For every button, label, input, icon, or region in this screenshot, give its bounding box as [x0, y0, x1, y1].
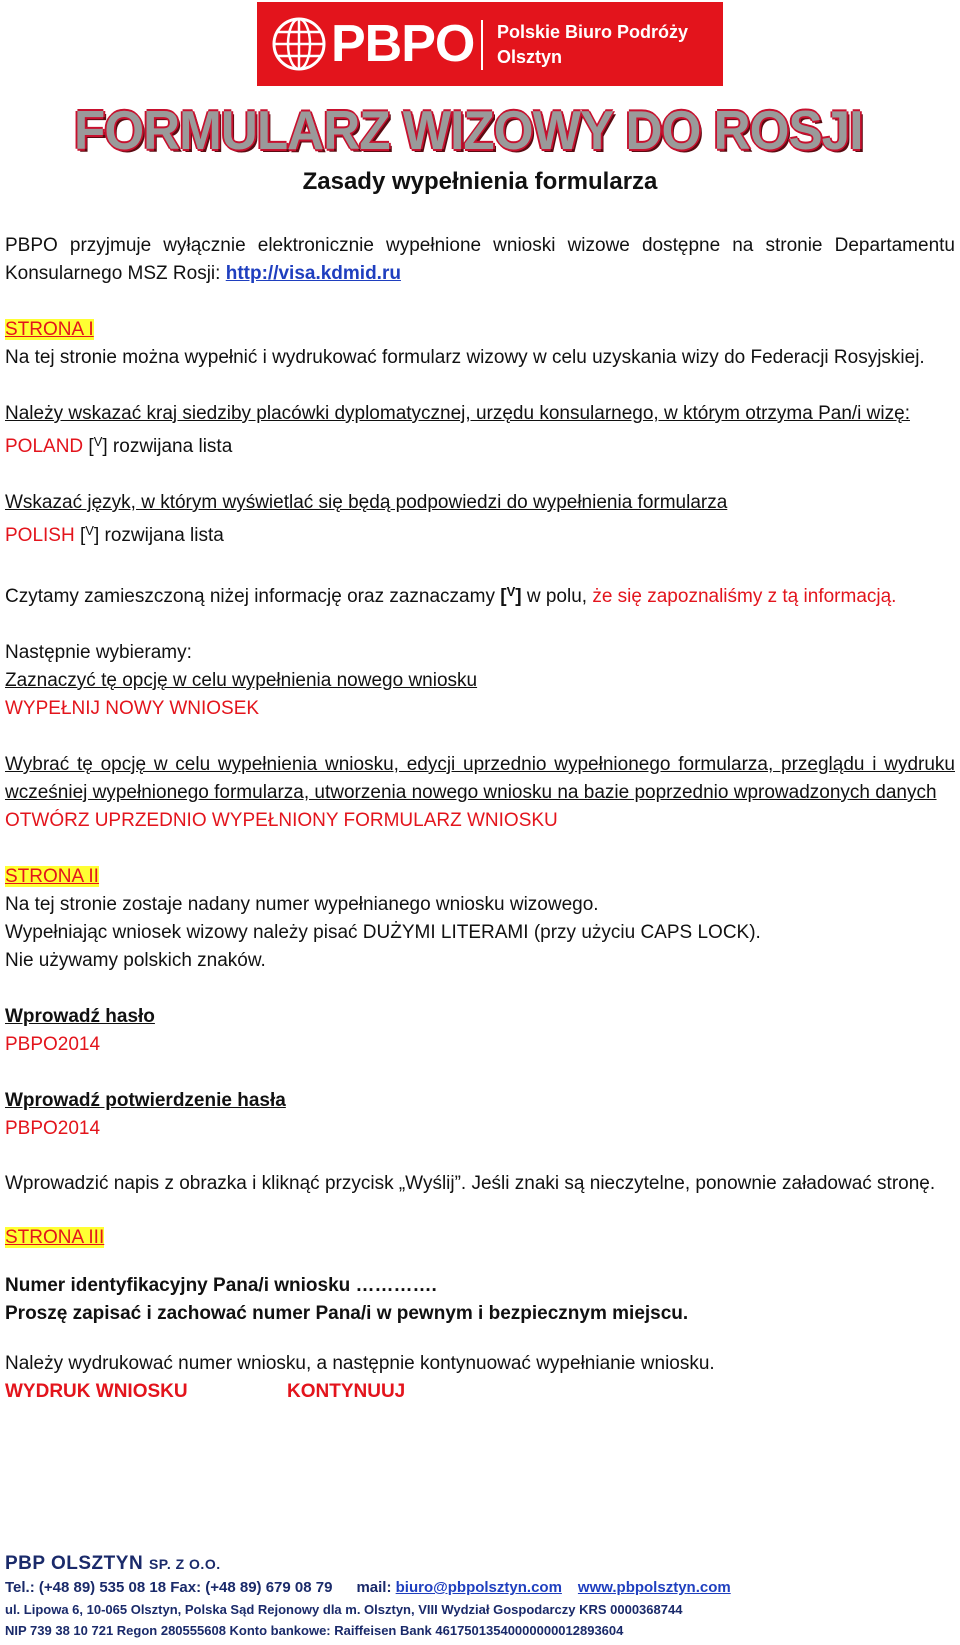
print-instruction: Należy wydrukować numer wniosku, a następnie kontynuować wypełnianie wniosku. [5, 1353, 715, 1374]
footer-bank: NIP 739 38 10 721 Regon 280555608 Konto bankowe: Raiffeisen Bank 46175013540000000012893604 [5, 1623, 624, 1638]
language-bracket: [$^V$] [79, 523, 100, 546]
intro-paragraph [5, 232, 955, 288]
language-select-row [5, 517, 955, 550]
page3-heading [5, 1224, 955, 1252]
footer-website-link[interactable]: www.pbpolsztyn.com [577, 1579, 731, 1596]
dropdown-v-icon: V [85, 523, 94, 538]
page2-heading [5, 863, 955, 891]
language-select[interactable]: POLISH [5, 525, 75, 546]
checkbox-v-icon: V [506, 584, 516, 599]
language-label: Wskazać język, w którym wyświetlać się będą podpowiedzi do wypełnienia formularza [5, 492, 728, 513]
country-select-row [5, 428, 955, 461]
page1-heading [5, 316, 955, 344]
read-info-red: że się zapoznaliśmy z tą informacją. [592, 586, 897, 607]
page3-buttons [5, 1378, 955, 1406]
page1-description: Na tej stronie można wypełnić i wydrukować formularz wizowy w celu uzyskania wizy do Federacji Rosyjskiej. [5, 347, 925, 368]
password-confirm-label: Wprowadź potwierdzenie hasła [5, 1090, 286, 1111]
country-bracket: [$^V$] [88, 434, 108, 457]
open-application-button[interactable]: OTWÓRZ UPRZEDNIO WYPEŁNIONY FORMULARZ WNIOSKU [5, 810, 558, 831]
logo-subtitle-line1: Polskie Biuro Podróży [497, 22, 689, 42]
read-info-paragraph: Czytamy zamieszczoną niżej informację oraz zaznaczamy [$^V$] w polu, że się zapoznaliśmy z tą informacją. [5, 584, 897, 607]
new-application-button[interactable]: WYPEŁNIJ NOWY WNIOSEK [5, 698, 260, 719]
password-label: Wprowadź hasło [5, 1006, 155, 1027]
logo-brand: PBPO [331, 15, 475, 73]
pbpo-logo [257, 2, 723, 86]
page3-heading-text: STRONA III [5, 1227, 105, 1248]
footer-email-link[interactable]: biuro@pbpolsztyn.com [395, 1579, 562, 1596]
continue-button[interactable]: KONTYNUUJ [287, 1381, 406, 1402]
globe-icon [271, 16, 327, 72]
page-title: Zasady wypełnienia formularza [302, 168, 658, 195]
captcha-instruction: Wprowadzić napis z obrazka i kliknąć przycisk „Wyślij”. Jeśli znaki są nieczytelne, ponownie załadować stronę. [5, 1173, 936, 1194]
new-application-label: Zaznaczyć tę opcję w celu wypełnienia nowego wniosku [5, 670, 478, 691]
footer [5, 1551, 955, 1641]
open-application-label: Wybrać tę opcję w celu wypełnienia wniosku, edycji uprzednio wypełnionego formularza, przeglądu i wydruku wcześniej wypełnionego formularza, utworzenia nowego wniosku na bazie poprzednio wprowadzonych danych [5, 754, 955, 803]
footer-address: ul. Lipowa 6, 10-065 Olsztyn, Polska Sąd Rejonowy dla m. Olsztyn, VIII Wydział Gospodarczy KRS 0000368744 [5, 1602, 683, 1617]
page2-line1: Na tej stronie zostaje nadany numer wypełnianego wniosku wizowego. [5, 894, 599, 915]
next-step: Następnie wybieramy: [5, 642, 192, 663]
page2-line3: Nie używamy polskich znaków. [5, 950, 266, 971]
checkbox-mark[interactable]: [$^V$] [500, 584, 522, 607]
intro-text: PBPO przyjmuje wyłącznie elektronicznie wypełnione wnioski wizowe dostępne na stronie Departamentu Konsularnego MSZ Rosji: [5, 235, 955, 284]
footer-company: PBP OLSZTYN SP. Z O.O. [5, 1553, 221, 1574]
dropdown-v-icon: V [93, 434, 103, 449]
page2-heading-text: STRONA II [5, 866, 99, 887]
password-value[interactable]: PBPO2014 [5, 1034, 101, 1055]
country-select[interactable]: POLAND [5, 436, 84, 457]
instructions-body [5, 232, 955, 1406]
country-label: Należy wskazać kraj siedziby placówki dyplomatycznej, urzędu konsularnego, w którym otrzyma Pan/i wizę: [5, 403, 910, 424]
footer-phone: Tel.: (+48 89) 535 08 18 Fax: (+48 89) 679 08 79 [5, 1579, 333, 1596]
page2-line2: Wypełniając wniosek wizowy należy pisać DUŻYMI LITERAMI (przy użyciu CAPS LOCK). [5, 922, 761, 943]
language-hint: rozwijana lista [99, 525, 224, 546]
password-confirm-value[interactable]: PBPO2014 [5, 1118, 101, 1139]
form-banner: FORMULARZ WIZOWY DO ROSJI [74, 99, 863, 161]
logo-subtitle-line2: Olsztyn [497, 47, 563, 67]
kdmid-link[interactable]: http://visa.kdmid.ru [225, 263, 401, 284]
country-hint: rozwijana lista [107, 436, 233, 457]
save-number-line: Proszę zapisać i zachować numer Pana/i w pewnym i bezpiecznym miejscu. [5, 1303, 689, 1324]
print-application-button[interactable]: WYDRUK WNIOSKU [5, 1381, 188, 1402]
page1-heading-text: STRONA I [5, 319, 94, 340]
application-id-line: Numer identyfikacyjny Pana/i wniosku …………. [5, 1275, 437, 1296]
logo-divider [481, 20, 483, 70]
logo-subtitle [497, 20, 688, 70]
footer-contact: Tel.: (+48 89) 535 08 18 Fax: (+48 89) 679 08 79 mail: biuro@pbpolsztyn.com www.pbpolsztyn.com [5, 1579, 731, 1596]
